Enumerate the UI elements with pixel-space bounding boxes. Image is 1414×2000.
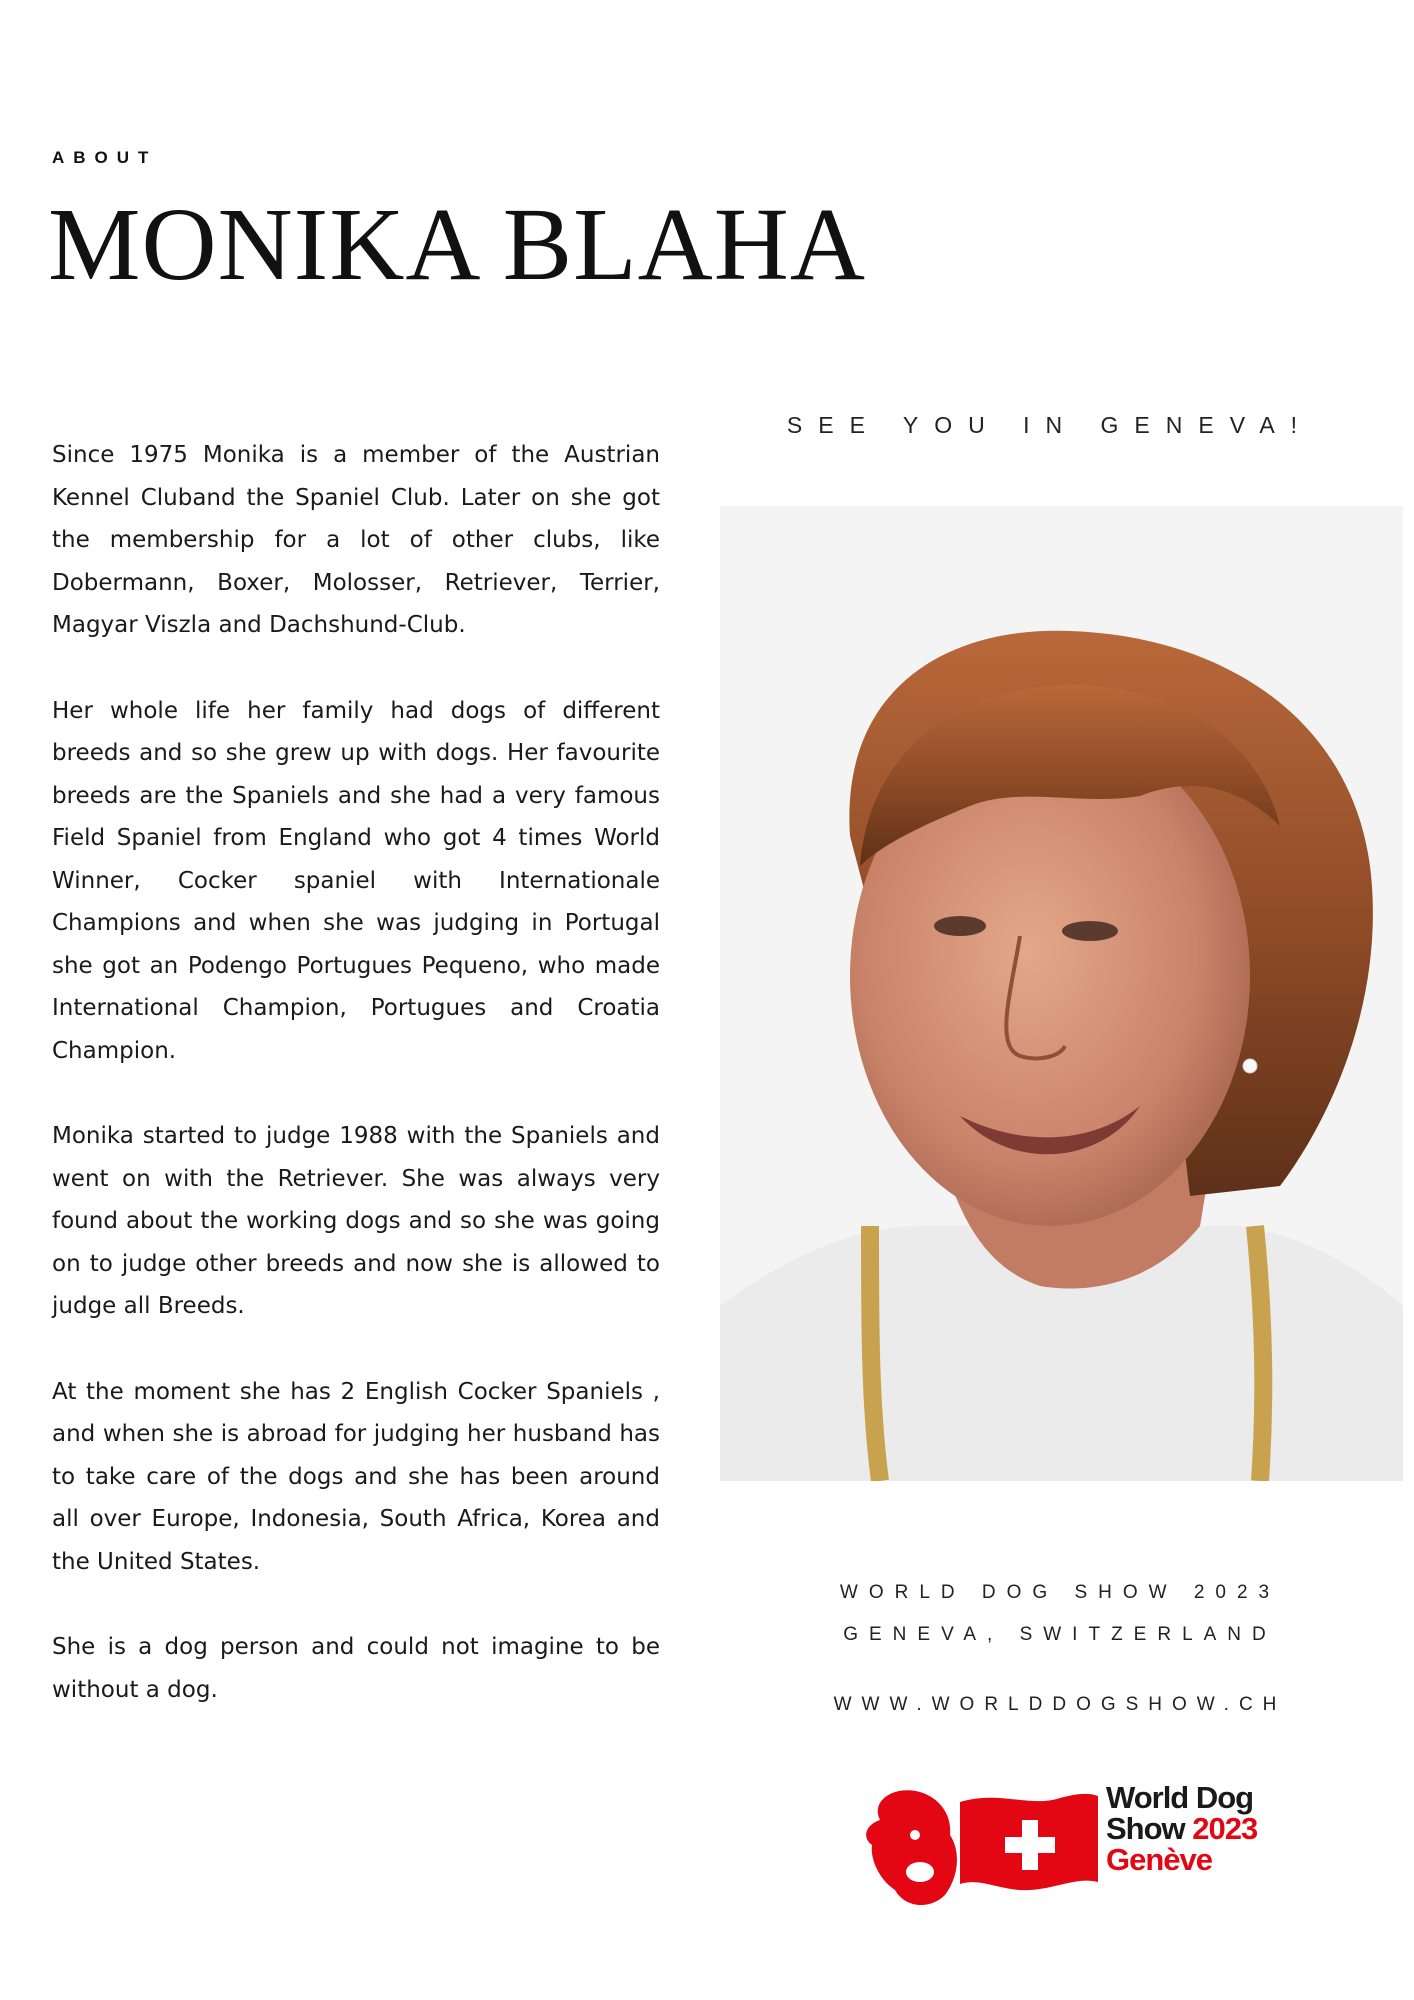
event-title: WORLD DOG SHOW 2023 (839, 1582, 1281, 1603)
tagline: SEE YOU IN GENEVA! (786, 412, 1314, 438)
event-location: GENEVA, SWITZERLAND (843, 1624, 1277, 1645)
page-title: MONIKA BLAHA (48, 187, 866, 302)
portrait-illustration (720, 506, 1403, 1481)
website-link[interactable]: WWW.WORLDDOGSHOW.CH (833, 1694, 1287, 1715)
logo-year: 2023 (1192, 1811, 1258, 1846)
bio-paragraph-4: At the moment she has 2 English Cocker Spaniels , and when she is abroad for judging her husband has to take care of the dogs and she has been around all over Europe, Indonesia, South Africa, Korea and the United States. (52, 1378, 660, 1575)
bio-paragraph-3: Monika started to judge 1988 with the Spaniels and went on with the Retriever. She was always very found about the working dogs and so she was going on to judge other breeds and now she is allowed to judge all Breeds. (52, 1123, 660, 1319)
event-info (800, 1572, 1320, 1656)
logo-line-2-text: Show (1106, 1811, 1193, 1846)
logo-mark-icon (860, 1780, 1100, 1910)
logo-line-3: Genève (1106, 1842, 1213, 1877)
biography (52, 434, 660, 1754)
logo-line-2 (1106, 1813, 1257, 1844)
bio-paragraph-5: She is a dog person and could not imagine to be without a dog. (52, 1634, 660, 1703)
logo-wordmark (1106, 1782, 1257, 1875)
world-dog-show-logo (860, 1780, 1300, 1910)
logo-line-1: World Dog (1106, 1780, 1254, 1815)
bio-paragraph-2: Her whole life her family had dogs of different breeds and so she grew up with dogs. Her favourite breeds are the Spaniels and she had a very famous Field Spaniel from England who got 4 times World Winner, Cocker spaniel with Internationale Champions and when she was judging in Portugal she got an Podengo Portugues Pequeno, who made International Champion, Portugues and Croatia Champion. (52, 697, 660, 1064)
bio-paragraph-1: Since 1975 Monika is a member of the Austrian Kennel Cluband the Spaniel Club. Later on she got the membership for a lot of other clubs, like Dobermann, Boxer, Molosser, Retriever, Terrier, Magyar Viszla and Dachshund-Club. (52, 442, 660, 638)
section-kicker: ABOUT (52, 148, 158, 167)
portrait-photo (720, 506, 1403, 1481)
